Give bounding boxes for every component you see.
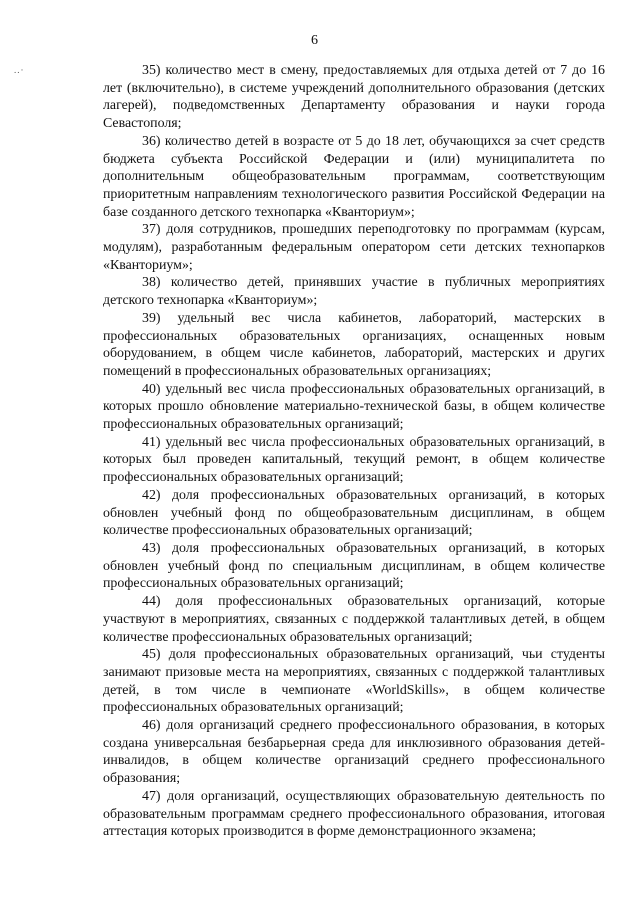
list-item-36: 36) количество детей в возрасте от 5 до 18 лет, обучающихся за счет средств бюджета субъекта Российской Федерации и (или) муниципалитета по дополнительным общеобразовательным программам, соответствующим приоритетным направлениям технологического развития Российской Федерации на базе созданного детского технопарка «Кванториум»; [103,133,605,220]
list-item-35: 35) количество мест в смену, предоставляемых для отдыха детей от 7 до 16 лет (включительно), в системе учреждений дополнительного образования (детских лагерей), подведомственных Департаменту образования и науки города Севастополя; [103,63,605,132]
list-item-38: 38) количество детей, принявших участие в публичных мероприятиях детского технопарка «Кванториум»; [103,275,605,309]
list-item-43: 43) доля профессиональных образовательных организаций, в которых обновлен учебный фонд по специальным дисциплинам, в общем количестве профессиональных образовательных организаций; [103,540,605,592]
document-body [103,62,605,841]
list-item-42: 42) доля профессиональных образовательных организаций, в которых обновлен учебный фонд по общеобразовательным дисциплинам, в общем количестве профессиональных образовательных организаций; [103,487,605,539]
page-number: 6 [311,33,318,48]
list-item-44: 44) доля профессиональных образовательных организаций, которые участвуют в мероприятиях, связанных с поддержкой талантливых детей, в общем количестве профессиональных образовательных организаций; [103,594,605,645]
list-item-47: 47) доля организаций, осуществляющих образовательную деятельность по образовательным программам среднего профессионального образования, итоговая аттестация которых производится в форме демонстрационного экзамена; [103,788,605,840]
list-item-46: 46) доля организаций среднего профессионального образования, в которых создана универсальная безбарьерная среда для инклюзивного образования детей-инвалидов, в общем количестве организаций среднего профессионального образования; [103,718,605,787]
list-item-45: 45) доля профессиональных образовательных организаций, чьи студенты занимают призовые места на мероприятиях, связанных с поддержкой талантливых детей, в том числе в чемпионате «WorldSkills», в общем количестве профессиональных образовательных организаций; [103,647,605,716]
list-item-41: 41) удельный вес числа профессиональных образовательных организаций, в которых был проведен капитальный, текущий ремонт, в общем количестве профессиональных образовательных организаций; [103,434,605,486]
list-item-39: 39) удельный вес числа кабинетов, лабораторий, мастерских в профессиональных образовательных организациях, оснащенных новым оборудованием, в общем числе кабинетов, лабораторий, мастерских и других помещений в профессиональных образовательных организациях; [103,310,605,379]
list-item-37: 37) доля сотрудников, прошедших переподготовку по программам (курсам, модулям), разработанным федеральным оператором сети детских технопарков «Кванториум»; [103,222,605,273]
list-item-40: 40) удельный вес числа профессиональных образовательных организаций, в которых прошло обновление материально-технической базы, в общем количестве профессиональных образовательных организаций; [103,381,605,433]
scan-corner-mark: ..· [14,65,25,75]
